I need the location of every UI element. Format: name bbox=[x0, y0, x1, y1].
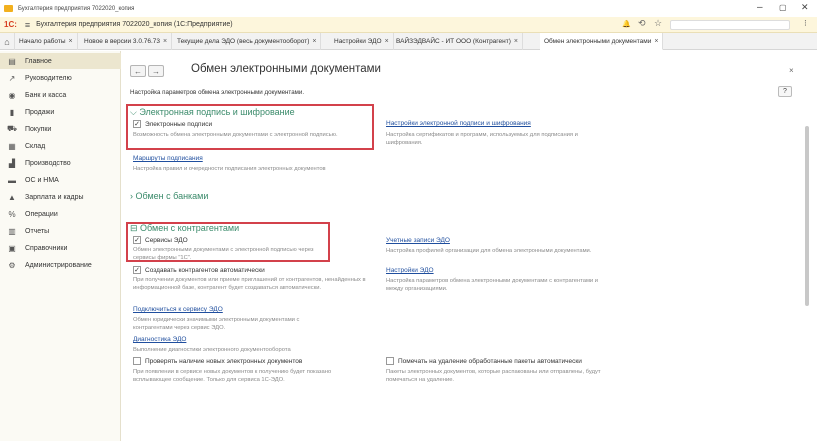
sidebar-item-label: Продажи bbox=[25, 108, 55, 116]
tab-counterparty[interactable] bbox=[392, 33, 523, 50]
sidebar-item-label: Склад bbox=[25, 142, 46, 150]
section-counterparties-header[interactable] bbox=[130, 223, 239, 234]
app-logo-icon bbox=[4, 5, 13, 12]
section-title: Обмен с контрагентами bbox=[140, 223, 240, 233]
page-description: Настройка параметров обмена электронными документами. bbox=[130, 89, 305, 96]
auto-mark-delete-checkbox[interactable] bbox=[386, 357, 582, 365]
home-icon[interactable]: ⌂ bbox=[0, 33, 15, 50]
tab-label: Новое в версии 3.0.76.73 bbox=[84, 38, 161, 45]
section-title: Электронная подпись и шифрование bbox=[139, 107, 295, 117]
scrollbar[interactable] bbox=[805, 126, 809, 306]
cart-icon: ⛟ bbox=[6, 124, 18, 133]
minimize-button[interactable]: – bbox=[757, 2, 763, 13]
sidebar-item-label: Операции bbox=[25, 210, 58, 218]
bell-icon[interactable]: 🔔 bbox=[622, 21, 631, 28]
sidebar-item-warehouse[interactable] bbox=[0, 138, 121, 154]
page-title: Обмен электронными документами bbox=[191, 63, 381, 75]
checkbox-label: Создавать контрагентов автоматически bbox=[145, 266, 265, 274]
back-button[interactable]: ← bbox=[130, 65, 146, 77]
edo-settings-link[interactable]: Настройки ЭДО bbox=[386, 267, 434, 274]
sections-sidebar bbox=[0, 51, 121, 441]
tab-whats-new[interactable] bbox=[80, 33, 172, 50]
signing-routes-note: Настройка правил и очередности подписания электронных документов bbox=[133, 166, 326, 172]
sidebar-item-label: Зарплата и кадры bbox=[25, 193, 84, 201]
sidebar-item-label: Главное bbox=[25, 57, 52, 65]
signatures-note: Возможность обмена электронными документами с электронной подписью. bbox=[133, 132, 338, 138]
auto-create-counterparties-checkbox[interactable] bbox=[133, 266, 265, 274]
help-button[interactable]: ? bbox=[778, 86, 792, 97]
sidebar-item-reports[interactable] bbox=[0, 223, 121, 239]
checkbox-unchecked-icon bbox=[133, 357, 141, 365]
auto-mark-delete-note: Пакеты электронных документов, которые распакованы или отправлены, будут помечаться на удаление. bbox=[386, 369, 601, 383]
sidebar-item-production[interactable] bbox=[0, 155, 121, 171]
main-content bbox=[122, 51, 817, 441]
sidebar-item-operations[interactable] bbox=[0, 206, 121, 222]
collapse-box-icon: ⊟ bbox=[130, 223, 141, 233]
close-tab-icon[interactable]: × bbox=[312, 38, 317, 45]
app-header bbox=[0, 17, 817, 33]
checkbox-checked-icon: ✓ bbox=[134, 236, 140, 244]
tab-start[interactable] bbox=[15, 33, 78, 50]
close-window-button[interactable]: ✕ bbox=[801, 2, 809, 12]
chevron-down-icon: ⌵ bbox=[130, 107, 140, 117]
forward-button[interactable]: → bbox=[148, 65, 164, 77]
bag-icon: ▮ bbox=[9, 107, 15, 117]
edo-services-note: Обмен электронными документами с электронной подписью через сервисы фирмы "1С". bbox=[133, 247, 314, 261]
close-tab-icon[interactable]: × bbox=[384, 38, 389, 45]
signature-settings-link[interactable]: Настройки электронной подписи и шифрования bbox=[386, 120, 531, 127]
coin-icon: ◉ bbox=[8, 90, 16, 100]
sidebar-item-manager[interactable] bbox=[0, 70, 121, 86]
window-title: Бухгалтерия предприятия 7022020_копия bbox=[18, 5, 135, 12]
connect-edo-link[interactable]: Подключиться к сервису ЭДО bbox=[133, 306, 223, 313]
close-tab-icon[interactable]: × bbox=[654, 37, 659, 45]
electronic-signatures-checkbox[interactable] bbox=[133, 120, 212, 128]
checkbox-checked-icon: ✓ bbox=[134, 266, 140, 274]
sidebar-item-label: ОС и НМА bbox=[25, 176, 59, 184]
factory-icon: ▟ bbox=[8, 158, 16, 168]
sidebar-item-salary[interactable] bbox=[0, 189, 121, 205]
tab-label: Текущие дела ЭДО (весь документооборот) bbox=[177, 38, 310, 45]
close-tab-icon[interactable]: × bbox=[68, 38, 73, 45]
section-banks-header[interactable] bbox=[130, 191, 208, 201]
tab-label: Обмен электронными документами bbox=[544, 37, 652, 45]
sidebar-item-label: Производство bbox=[25, 159, 71, 167]
checkbox-label: Помечать на удаление обработанные пакеты автоматически bbox=[398, 357, 582, 365]
operations-icon: % bbox=[8, 209, 16, 219]
settings-menu-icon[interactable]: ⁝ bbox=[804, 18, 807, 28]
close-form-icon[interactable]: × bbox=[789, 66, 794, 75]
sidebar-item-label: Справочники bbox=[25, 244, 68, 252]
sidebar-item-admin[interactable] bbox=[0, 257, 121, 273]
user-search-field[interactable] bbox=[670, 20, 790, 30]
edo-diagnostics-link[interactable]: Диагностика ЭДО bbox=[133, 336, 187, 343]
sidebar-item-assets[interactable] bbox=[0, 172, 121, 188]
sidebar-item-bank[interactable] bbox=[0, 87, 121, 103]
checkbox-unchecked-icon bbox=[386, 357, 394, 365]
favorites-icon[interactable]: ☆ bbox=[654, 18, 663, 28]
checkbox-checked-icon: ✓ bbox=[134, 120, 140, 128]
section-title: Обмен с банками bbox=[135, 191, 209, 201]
tab-label: Настройки ЭДО bbox=[334, 38, 382, 45]
tab-edo-exchange[interactable] bbox=[540, 33, 663, 50]
sidebar-item-purchases[interactable] bbox=[0, 121, 121, 137]
chart-up-icon: ↗ bbox=[8, 73, 16, 83]
tab-label: ВАЙЗЭДВАЙС - ИТ ООО (Контрагент) bbox=[396, 38, 511, 45]
edo-services-checkbox[interactable] bbox=[133, 236, 188, 244]
warehouse-icon: ▦ bbox=[8, 141, 16, 151]
sidebar-item-label: Администрирование bbox=[25, 261, 92, 269]
sidebar-item-label: Отчеты bbox=[25, 227, 50, 235]
book-icon: ▣ bbox=[8, 243, 16, 253]
check-new-docs-note: При появлении в сервисе новых документов к получению будет показано всплывающее сообщение. Только для сервиса 1С-ЭДО. bbox=[133, 369, 332, 383]
edo-accounts-note: Настройка профилей организации для обмена электронными документами. bbox=[386, 248, 592, 254]
sidebar-item-label: Покупки bbox=[25, 125, 52, 133]
section-signature-header[interactable] bbox=[130, 107, 295, 118]
sidebar-item-sales[interactable] bbox=[0, 104, 121, 120]
checkbox-label: Электронные подписи bbox=[145, 120, 213, 128]
edo-settings-note: Настройка параметров обмена электронными документами с контрагентами и между организациями. bbox=[386, 278, 599, 292]
window-titlebar bbox=[0, 0, 817, 17]
sidebar-item-label: Банк и касса bbox=[25, 91, 67, 99]
tab-current-tasks[interactable] bbox=[173, 33, 321, 50]
brand-logo: 1С: bbox=[4, 20, 17, 29]
check-new-docs-checkbox[interactable] bbox=[133, 357, 302, 365]
main-menu-icon[interactable]: ≡ bbox=[24, 19, 31, 30]
checkbox-label: Сервисы ЭДО bbox=[145, 236, 188, 244]
main-icon: ▤ bbox=[8, 56, 16, 66]
signature-settings-note: Настройка сертификатов и программ, используемых для подписания и шифрования. bbox=[386, 132, 578, 146]
edo-diagnostics-note: Выполнение диагностики электронного документооборота bbox=[133, 347, 291, 353]
edo-accounts-link[interactable]: Учетные записи ЭДО bbox=[386, 237, 450, 244]
history-icon[interactable]: ⟲ bbox=[638, 18, 646, 28]
bar-chart-icon: ▥ bbox=[8, 226, 16, 236]
gear-icon: ⚙ bbox=[8, 260, 16, 270]
chevron-right-icon: › bbox=[130, 191, 136, 201]
sidebar-item-label: Руководителю bbox=[25, 74, 72, 82]
auto-create-note: При получении документов или приеме приглашений от контрагентов, ненайденных в информационной базе, контрагент будет создаваться автоматически. bbox=[133, 277, 366, 291]
truck-icon: ▬ bbox=[8, 175, 16, 185]
tab-edo-settings[interactable] bbox=[330, 33, 394, 50]
app-title: Бухгалтерия предприятия 7022020_копия (1С:Предприятие) bbox=[36, 21, 233, 28]
close-tab-icon[interactable]: × bbox=[163, 38, 168, 45]
checkbox-label: Проверять наличие новых электронных документов bbox=[145, 357, 303, 365]
sidebar-item-main[interactable] bbox=[0, 53, 121, 69]
signing-routes-link[interactable]: Маршруты подписания bbox=[133, 155, 203, 162]
sidebar-item-catalogs[interactable] bbox=[0, 240, 121, 256]
tab-label: Начало работы bbox=[19, 38, 66, 45]
connect-edo-note: Обмен юридически значимыми электронными документами с контрагентами через сервис ЭДО. bbox=[133, 317, 300, 331]
close-tab-icon[interactable]: × bbox=[513, 38, 518, 45]
maximize-button[interactable]: ▢ bbox=[779, 3, 787, 12]
open-tabs-bar bbox=[0, 33, 817, 50]
person-icon: ▲ bbox=[8, 192, 16, 202]
